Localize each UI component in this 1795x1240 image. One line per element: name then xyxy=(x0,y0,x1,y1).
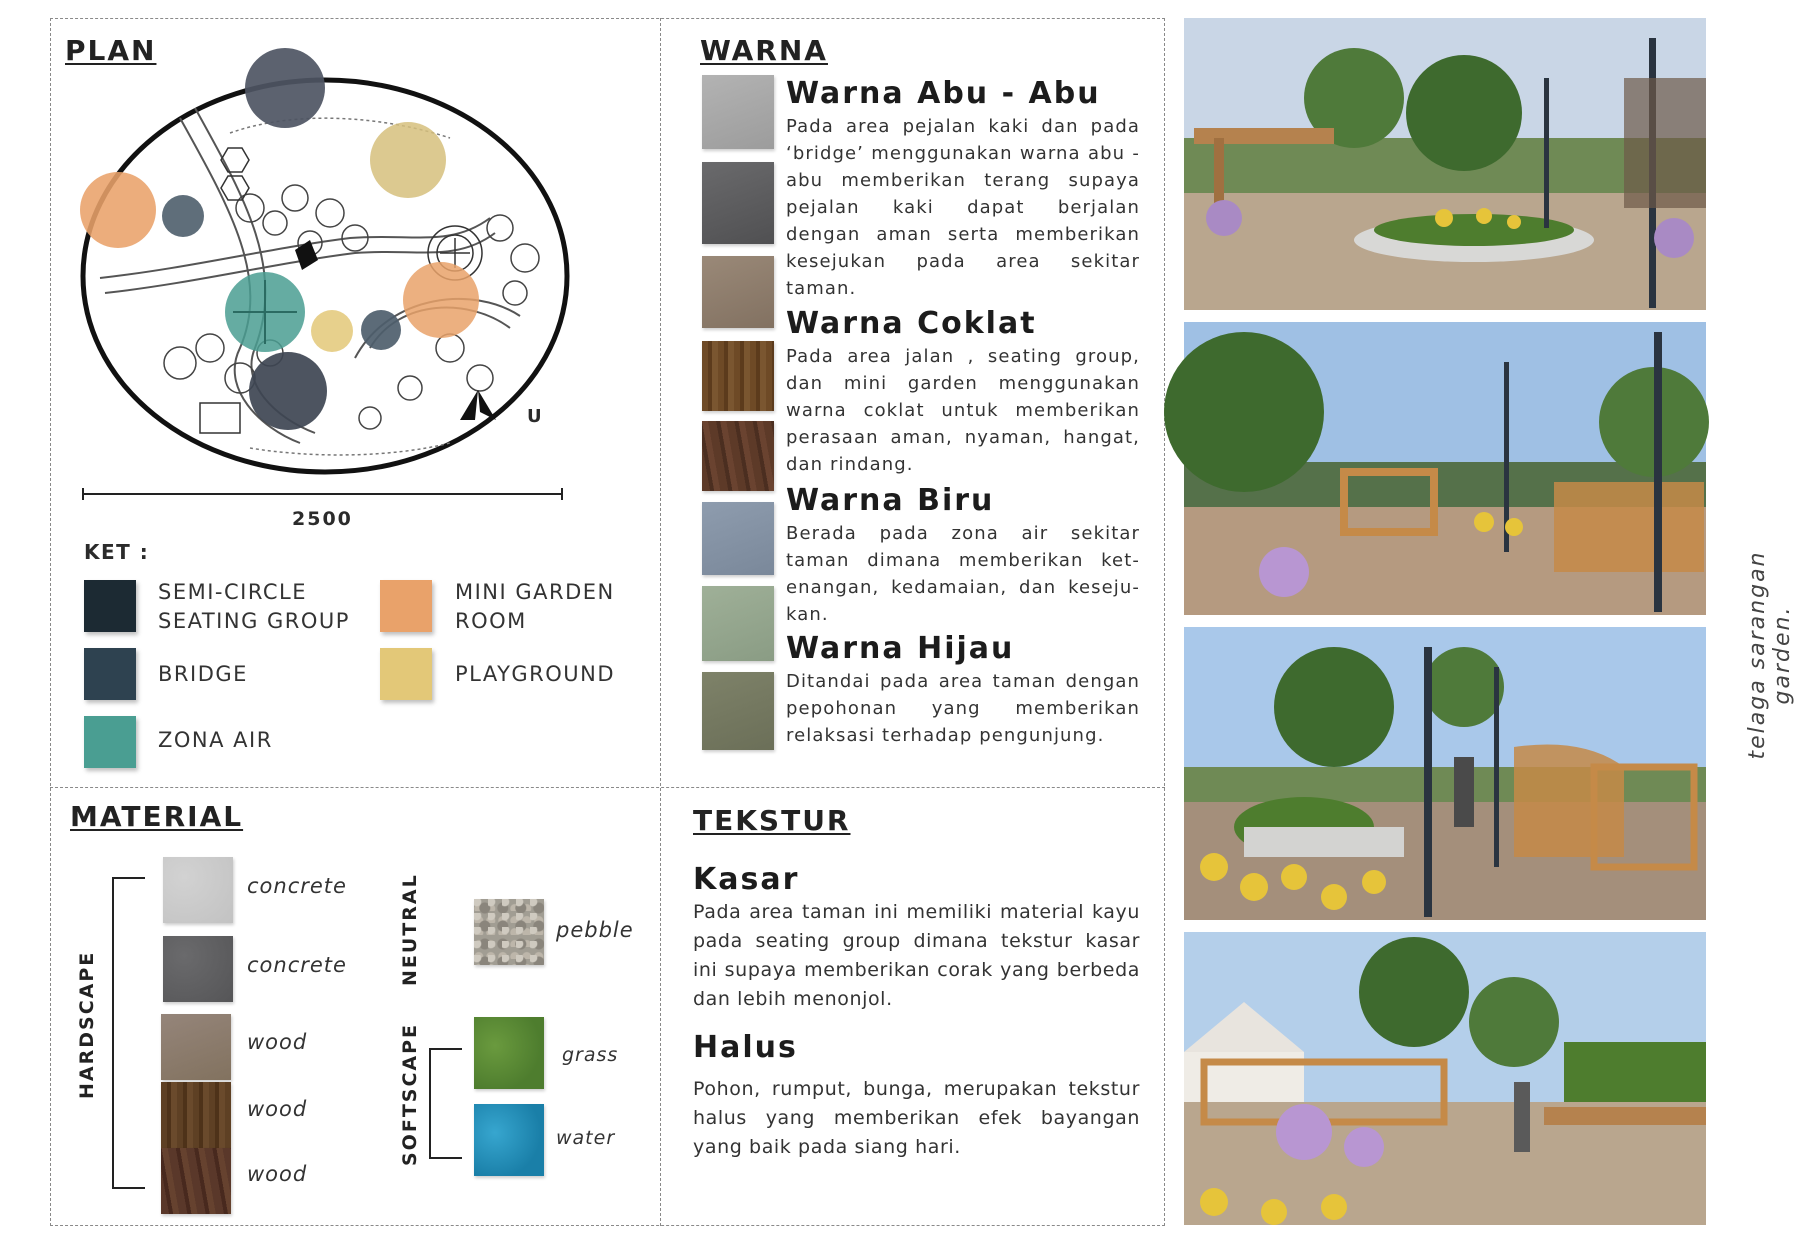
color-swatch-sage xyxy=(702,586,774,661)
north-label: U xyxy=(527,406,542,427)
material-label-pebble: pebble xyxy=(556,918,634,942)
tekstur-title: TEKSTUR xyxy=(693,804,851,837)
legend-label-mini-garden: MINI GARDEN ROOM xyxy=(455,580,615,633)
material-title: MATERIAL xyxy=(70,800,244,833)
color-swatch-taupe xyxy=(702,256,774,328)
material-label-wood-dark: wood xyxy=(247,1162,308,1186)
project-caption: telaga sarangan garden. xyxy=(1745,550,1795,760)
material-label-concrete-dark: concrete xyxy=(247,953,347,977)
legend-label-water-zone: ZONA AIR xyxy=(158,728,273,752)
color-swatch-blue xyxy=(702,502,774,575)
material-swatch-concrete-dark xyxy=(163,936,233,1002)
divider-horizontal xyxy=(50,787,1165,788)
material-label-concrete-light: concrete xyxy=(247,874,347,898)
material-label-wood-light: wood xyxy=(247,1030,308,1054)
hardscape-bracket xyxy=(105,875,150,1195)
material-label-wood-medium: wood xyxy=(247,1097,308,1121)
material-swatch-wood-dark xyxy=(161,1148,231,1214)
warna-text-blue: Berada pada zona air sekitar taman dimana memberikan ket-enangan, kedamaian, dan keseju-kan. xyxy=(786,523,1140,625)
legend-title: KET : xyxy=(84,540,150,564)
tekstur-heading-kasar: Kasar xyxy=(693,862,800,897)
color-swatch-olive xyxy=(702,672,774,750)
tekstur-heading-halus: Halus xyxy=(693,1030,798,1065)
legend-swatch-seating xyxy=(84,580,136,632)
plan-title: PLAN xyxy=(65,34,157,67)
hardscape-label: HARDSCAPE xyxy=(76,950,98,1099)
warna-heading-green: Warna Hijau xyxy=(786,631,1015,666)
color-swatch-grey-dark xyxy=(702,162,774,244)
scale-label: 2500 xyxy=(292,508,353,530)
material-swatch-water xyxy=(474,1104,544,1176)
scale-bar xyxy=(82,486,564,502)
render-photo-1 xyxy=(1184,18,1706,310)
legend-swatch-mini-garden xyxy=(380,580,432,632)
legend-swatch-water-zone xyxy=(84,716,136,768)
legend-label-playground: PLAYGROUND xyxy=(455,662,616,686)
warna-heading-grey: Warna Abu - Abu xyxy=(786,76,1101,111)
color-swatch-grey-light xyxy=(702,75,774,149)
warna-heading-brown: Warna Coklat xyxy=(786,306,1037,341)
warna-text-grey: Pada area pejalan kaki dan pada ‘bridge’ menggunakan warna abu - abu memberikan terang supaya pejalan kaki dapat berjalan dengan aman serta memberikan kesejukan pada area sekitar taman. xyxy=(786,116,1140,299)
divider-vertical xyxy=(660,18,661,1226)
warna-title: WARNA xyxy=(700,34,828,67)
site-plan-drawing xyxy=(70,48,590,508)
warna-text-brown: Pada area jalan , seating group, dan mini garden menggunakan warna coklat untuk memberikan perasaan aman, nyaman, hangat, dan rindang. xyxy=(786,346,1140,475)
material-swatch-wood-medium xyxy=(161,1082,231,1148)
material-label-grass: grass xyxy=(562,1044,619,1066)
material-swatch-wood-light xyxy=(161,1014,231,1080)
legend-swatch-bridge xyxy=(84,648,136,700)
render-photo-2 xyxy=(1184,322,1706,615)
color-swatch-dark-brown xyxy=(702,421,774,491)
legend-label-bridge: BRIDGE xyxy=(158,662,248,686)
warna-text-green: Ditandai pada area taman dengan pepohonan yang memberikan relaksasi terhadap pengunjung. xyxy=(786,671,1140,746)
legend-swatch-playground xyxy=(380,648,432,700)
render-photo-3 xyxy=(1184,627,1706,920)
tekstur-text-kasar: Pada area taman ini memiliki material kayu pada seating group dimana tekstur kasar ini supaya memberikan corak yang berbeda dan lebih menonjol. xyxy=(693,901,1140,1010)
legend-label-seating: SEMI-CIRCLE SEATING GROUP xyxy=(158,580,350,633)
material-swatch-concrete-light xyxy=(163,857,233,923)
neutral-label: NEUTRAL xyxy=(399,873,421,986)
material-swatch-pebble xyxy=(474,899,544,965)
warna-heading-blue: Warna Biru xyxy=(786,483,995,518)
softscape-bracket xyxy=(422,1046,467,1162)
softscape-label: SOFTSCAPE xyxy=(399,1022,421,1166)
tekstur-text-halus: Pohon, rumput, bunga, merupakan tekstur halus yang memberikan efek bayangan yang baik pada siang hari. xyxy=(693,1078,1140,1158)
material-label-water: water xyxy=(556,1127,616,1149)
render-photo-4 xyxy=(1184,932,1706,1225)
material-swatch-grass xyxy=(474,1017,544,1089)
color-swatch-brown xyxy=(702,341,774,411)
